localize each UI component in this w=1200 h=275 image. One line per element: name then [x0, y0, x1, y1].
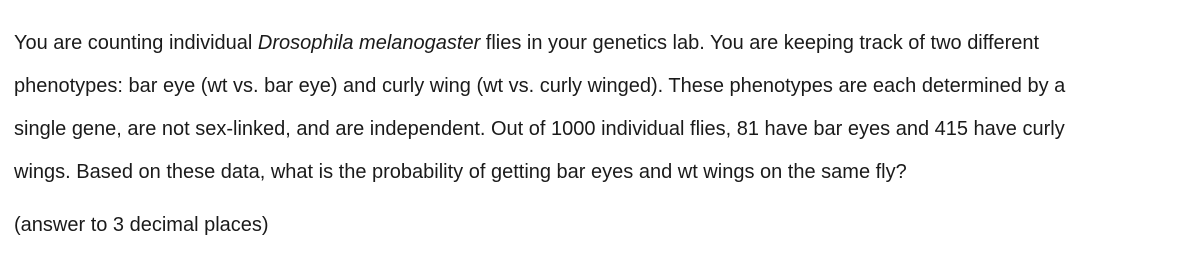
question-line-4: wings. Based on these data, what is the probability of getting bar eyes and wt wings on the same fly?	[14, 161, 907, 183]
question-line-3: single gene, are not sex-linked, and are independent. Out of 1000 individual flies, 81 have bar eyes and 415 have curly	[14, 118, 1065, 140]
answer-format-note: (answer to 3 decimal places)	[14, 214, 269, 236]
question-line-1	[14, 22, 1186, 65]
question-text	[14, 22, 1186, 194]
question-line-2: phenotypes: bar eye (wt vs. bar eye) and curly wing (wt vs. curly winged). These phenotypes are each determined by a	[14, 75, 1066, 97]
species-name: Drosophila melanogaster	[257, 32, 481, 54]
question-line-1-end: flies in your genetics lab. You are keeping track of two different	[480, 32, 1040, 54]
question-line-1-start: You are counting individual	[14, 32, 258, 54]
